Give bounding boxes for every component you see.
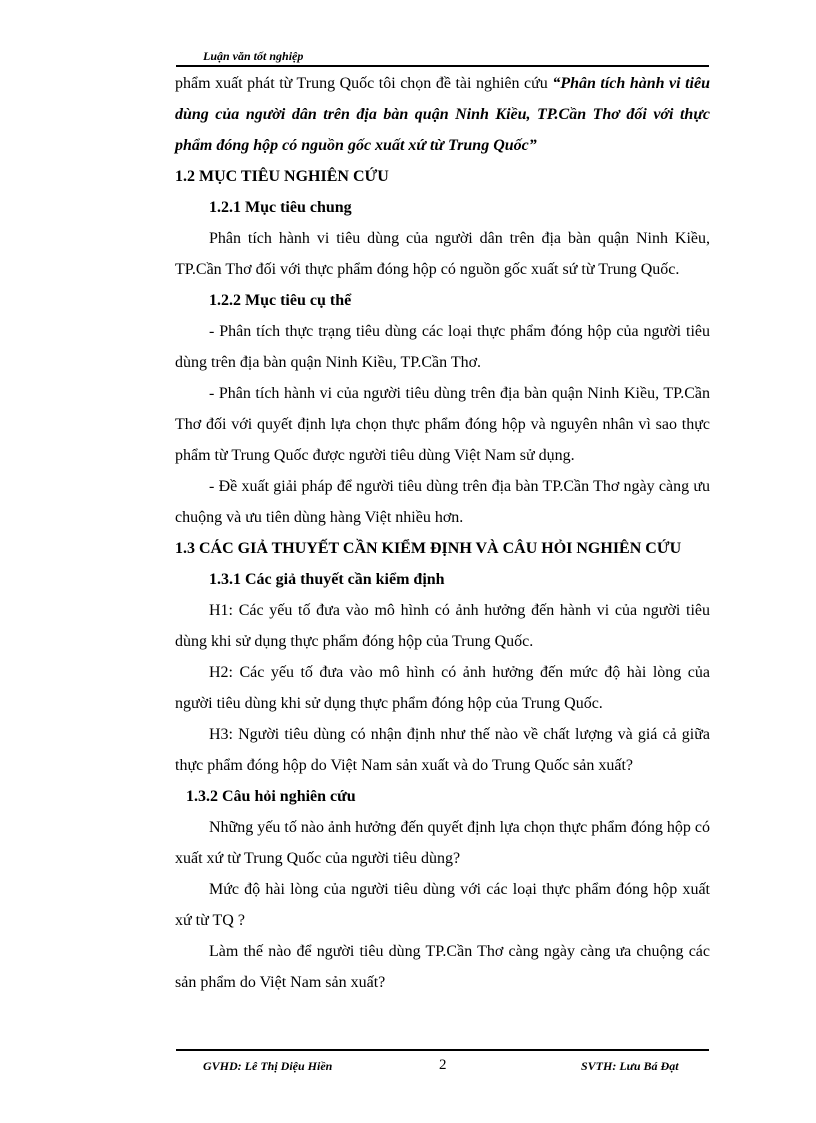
heading-1-3-2: 1.3.2 Câu hỏi nghiên cứu [186,788,356,805]
research-question-3: Làm thế nào để người tiêu dùng TP.Cần Thơ càng ngày càng ưa chuộng các sản phẩm do Việt Nam sản xuất? [175,943,710,991]
heading-1-2-1: 1.2.1 Mục tiêu chung [209,199,352,216]
thesis-title: “Phân tích hành vi tiêu dùng của người dân trên địa bàn quận Ninh Kiều, TP.Cần Thơ đối với thực phẩm đóng hộp có nguồn gốc xuất xứ từ Trung Quốc” [175,75,711,154]
running-header: Luận văn tốt nghiệp [203,49,304,63]
paragraph-specific-objective-2: - Phân tích hành vi của người tiêu dùng trên địa bàn quận Ninh Kiều, TP.Cần Thơ đối với quyết định lựa chọn thực phẩm đóng hộp và nguyên nhân vì sao thực phẩm từ Trung Quốc được người tiêu dùng Việt Nam sử dụng. [175,385,710,464]
heading-1-2: 1.2 MỤC TIÊU NGHIÊN CỨU [175,168,389,185]
hypothesis-h1: H1: Các yếu tố đưa vào mô hình có ảnh hưởng đến hành vi của người tiêu dùng khi sử dụng thực phẩm đóng hộp của Trung Quốc. [175,602,710,650]
hypothesis-h2: H2: Các yếu tố đưa vào mô hình có ảnh hưởng đến mức độ hài lòng của người tiêu dùng khi sử dụng thực phẩm đóng hộp của Trung Quốc. [175,664,710,712]
heading-1-2-2: 1.2.2 Mục tiêu cụ thể [209,292,352,309]
footer-advisor: GVHD: Lê Thị Diệu Hiền [203,1059,333,1073]
footer-student: SVTH: Lưu Bá Đạt [581,1059,679,1073]
page-number: 2 [439,1057,447,1073]
research-question-1: Những yếu tố nào ảnh hưởng đến quyết định lựa chọn thực phẩm đóng hộp có xuất xứ từ Trung Quốc của người tiêu dùng? [175,819,710,867]
intro-text: phẩm xuất phát từ Trung Quốc tôi chọn đề tài nghiên cứu [175,75,553,92]
footer-rule [176,1049,709,1051]
paragraph-specific-objective-3: - Đề xuất giải pháp để người tiêu dùng trên địa bàn TP.Cần Thơ ngày càng ưu chuộng và ưu tiên dùng hàng Việt nhiều hơn. [175,478,710,526]
paragraph-general-objective: Phân tích hành vi tiêu dùng của người dân trên địa bàn quận Ninh Kiều, TP.Cần Thơ đối với thực phẩm đóng hộp có nguồn gốc xuất sứ từ Trung Quốc. [175,230,710,278]
research-question-2: Mức độ hài lòng của người tiêu dùng với các loại thực phẩm đóng hộp xuất xứ từ TQ ? [175,881,710,929]
intro-paragraph [175,68,710,161]
header-rule [176,65,709,67]
hypothesis-h3: H3: Người tiêu dùng có nhận định như thế nào về chất lượng và giá cả giữa thực phẩm đóng hộp do Việt Nam sản xuất và do Trung Quốc sản xuất? [175,726,710,774]
heading-1-3: 1.3 CÁC GIẢ THUYẾT CẦN KIỂM ĐỊNH VÀ CÂU HỎI NGHIÊN CỨU [175,540,682,557]
page-body [175,68,710,998]
heading-1-3-1: 1.3.1 Các giả thuyết cần kiểm định [209,571,445,588]
paragraph-specific-objective-1: - Phân tích thực trạng tiêu dùng các loại thực phẩm đóng hộp của người tiêu dùng trên địa bàn quận Ninh Kiều, TP.Cần Thơ. [175,323,710,371]
